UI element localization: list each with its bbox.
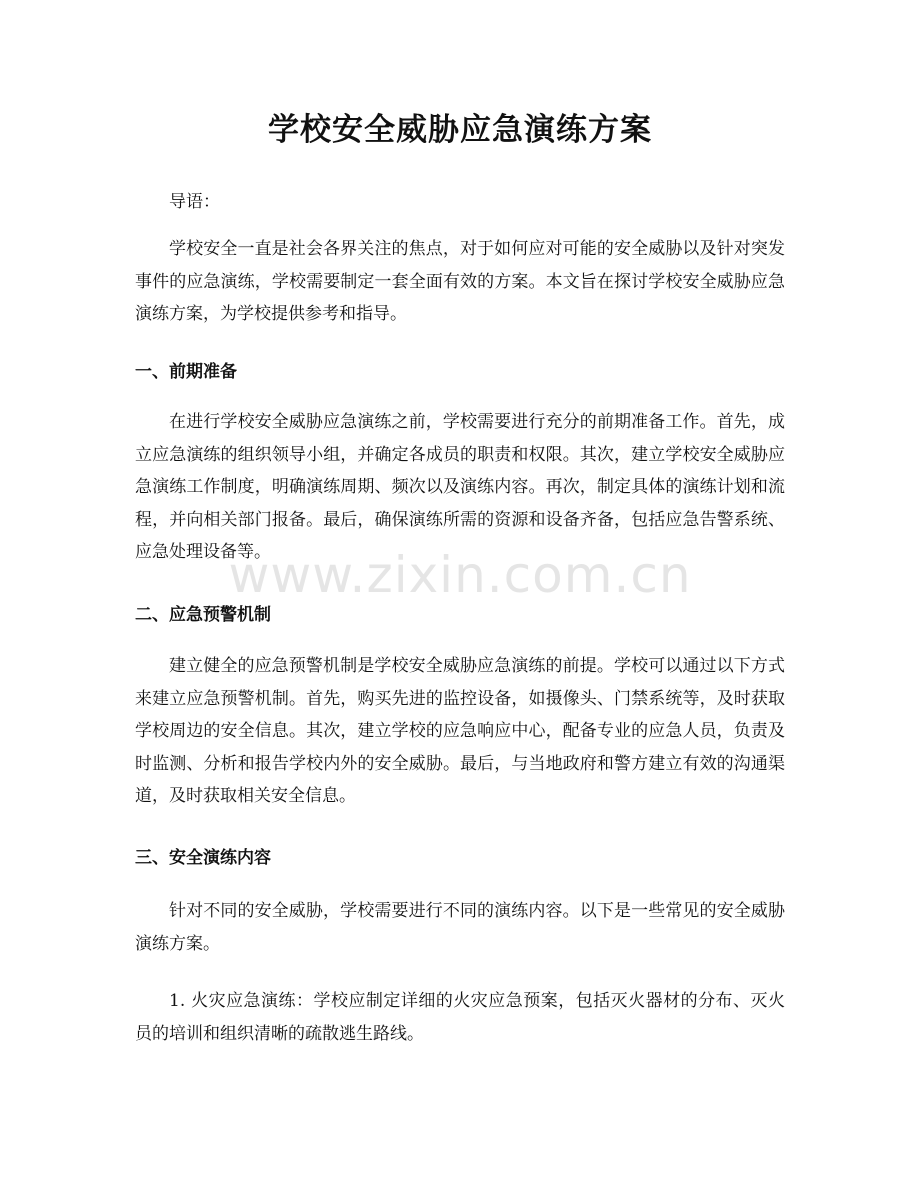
watermark: www.zixin.com.cn xyxy=(228,546,692,604)
intro-label: 导语： xyxy=(169,192,220,212)
section-heading-2: 二、应急预警机制 xyxy=(135,605,271,625)
intro-paragraph: 学校安全一直是社会各界关注的焦点，对于如何应对可能的安全威胁以及针对突发事件的应急演练，学校需要制定一套全面有效的方案。本文旨在探讨学校安全威胁应急演练方案，为学校提供参考和指导。 xyxy=(135,239,785,324)
list-item-fire-drill: 1. 火灾应急演练：学校应制定详细的火灾应急预案，包括灭火器材的分布、灭火员的培训和组织清晰的疏散逃生路线。 xyxy=(135,991,785,1044)
section-heading-3: 三、安全演练内容 xyxy=(135,848,271,868)
section-paragraph-1: 在进行学校安全威胁应急演练之前，学校需要进行充分的前期准备工作。首先，成立应急演练的组织领导小组，并确定各成员的职责和权限。其次，建立学校安全威胁应急演练工作制度，明确演练周期、频次以及演练内容。再次，制定具体的演练计划和流程，并向相关部门报备。最后，确保演练所需的资源和设备齐备，包括应急告警系统、应急处理设备等。 xyxy=(135,412,785,562)
section-paragraph-3: 针对不同的安全威胁，学校需要进行不同的演练内容。以下是一些常见的安全威胁演练方案。 xyxy=(135,901,785,954)
page-title: 学校安全威胁应急演练方案 xyxy=(268,112,652,148)
section-heading-1: 一、前期准备 xyxy=(135,362,237,382)
section-paragraph-2: 建立健全的应急预警机制是学校安全威胁应急演练的前提。学校可以通过以下方式来建立应急预警机制。首先，购买先进的监控设备，如摄像头、门禁系统等，及时获取学校周边的安全信息。其次，建立学校的应急响应中心，配备专业的应急人员，负责及时监测、分析和报告学校内外的安全威胁。最后，与当地政府和警方建立有效的沟通渠道，及时获取相关安全信息。 xyxy=(135,656,785,806)
